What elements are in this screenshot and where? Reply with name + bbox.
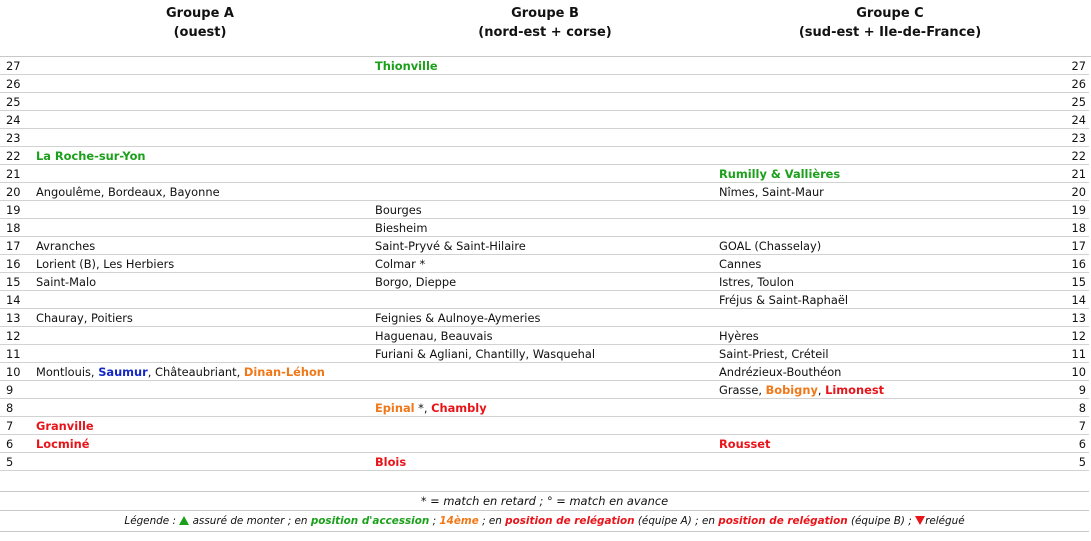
table-row [0, 183, 1089, 201]
group-c-cell [719, 57, 1029, 75]
points-right: 10 [1029, 363, 1089, 381]
team-name: Chambly [431, 400, 487, 415]
group-b-subtitle: (nord-est + corse) [478, 25, 612, 40]
points-right: 7 [1029, 417, 1089, 435]
points-left: 22 [0, 147, 36, 165]
group-c-cell [719, 291, 1029, 309]
table-row [0, 453, 1089, 471]
team-name: Biesheim [375, 220, 428, 235]
team-name: La Roche-sur-Yon [36, 148, 146, 163]
group-a-cell [36, 291, 375, 309]
table-row [0, 309, 1089, 327]
team-name: Bobigny [765, 382, 818, 397]
group-a-cell [36, 147, 375, 165]
points-left: 18 [0, 219, 36, 237]
team-name: Cannes [719, 256, 762, 271]
group-a-cell [36, 219, 375, 237]
team-name: Rousset [719, 436, 771, 451]
group-c-cell [719, 183, 1029, 201]
table-row [0, 363, 1089, 381]
points-right: 8 [1029, 399, 1089, 417]
group-a-cell [36, 165, 375, 183]
team-name: Granville [36, 418, 94, 433]
points-right: 25 [1029, 93, 1089, 111]
points-left: 5 [0, 453, 36, 471]
table-row [0, 273, 1089, 291]
team-name: Colmar * [375, 256, 426, 271]
table-row [0, 165, 1089, 183]
legend-fourteenth: 14ème [439, 515, 479, 527]
table-row [0, 237, 1089, 255]
group-c-subtitle: (sud-est + Ile-de-France) [798, 25, 982, 40]
table-row [0, 93, 1089, 111]
team-name: Saint-Pryvé & Saint-Hilaire [375, 238, 526, 253]
group-b-cell [375, 147, 719, 165]
group-c-cell [719, 327, 1029, 345]
group-c-cell [719, 93, 1029, 111]
points-left: 21 [0, 165, 36, 183]
points-left: 7 [0, 417, 36, 435]
points-left: 8 [0, 399, 36, 417]
points-left: 12 [0, 327, 36, 345]
legend-text-2: ; [429, 515, 440, 527]
team-name: Lorient (B), Les Herbiers [36, 256, 175, 271]
points-right: 24 [1029, 111, 1089, 129]
group-b-cell [375, 345, 719, 363]
legend-text-1: assuré de monter ; en [189, 515, 311, 527]
team-name: Blois [375, 454, 407, 469]
group-a-cell [36, 417, 375, 435]
group-b-cell [375, 309, 719, 327]
table-row [0, 57, 1089, 75]
team-name: Grasse, [719, 382, 766, 397]
group-a-cell [36, 309, 375, 327]
team-name: Limonest [825, 382, 885, 397]
group-b-cell [375, 273, 719, 291]
group-b-cell [375, 363, 719, 381]
group-a-cell [36, 399, 375, 417]
team-name: , Châteaubriant, [147, 364, 244, 379]
group-c-cell [719, 399, 1029, 417]
points-right: 18 [1029, 219, 1089, 237]
team-name: GOAL (Chasselay) [719, 238, 822, 253]
points-right: 27 [1029, 57, 1089, 75]
table-row [0, 75, 1089, 93]
points-left: 27 [0, 57, 36, 75]
table-row [0, 345, 1089, 363]
team-name: Saumur [98, 364, 148, 379]
group-c-cell [719, 345, 1029, 363]
points-left: 15 [0, 273, 36, 291]
group-b-cell [375, 381, 719, 399]
points-left: 10 [0, 363, 36, 381]
group-b-cell [375, 111, 719, 129]
group-c-cell [719, 165, 1029, 183]
group-c-cell [719, 453, 1029, 471]
group-c-cell [719, 417, 1029, 435]
team-name: Furiani & Agliani, Chantilly, Wasquehal [375, 346, 596, 361]
group-b-cell [375, 399, 719, 417]
triangle-up-icon [179, 516, 189, 525]
team-name: Dinan-Léhon [243, 364, 325, 379]
team-name: Haguenau, Beauvais [375, 328, 493, 343]
legend-text-4: (équipe A) ; en [634, 515, 719, 527]
points-right: 21 [1029, 165, 1089, 183]
table-row [0, 147, 1089, 165]
points-left: 6 [0, 435, 36, 453]
group-b-cell [375, 453, 719, 471]
group-b-cell [375, 57, 719, 75]
group-b-cell [375, 165, 719, 183]
triangle-down-icon [915, 516, 925, 525]
points-right: 12 [1029, 327, 1089, 345]
group-a-cell [36, 201, 375, 219]
group-a-cell [36, 453, 375, 471]
legend-label: Légende : [124, 515, 180, 527]
team-name: Istres, Toulon [719, 274, 794, 289]
points-right: 13 [1029, 309, 1089, 327]
group-a-cell [36, 345, 375, 363]
group-a-cell [36, 255, 375, 273]
table-row [0, 291, 1089, 309]
team-name: Thionville [375, 58, 438, 73]
team-name: , [817, 382, 826, 397]
group-b-cell [375, 93, 719, 111]
group-b-cell [375, 201, 719, 219]
group-b-cell [375, 255, 719, 273]
group-b-cell [375, 327, 719, 345]
points-left: 23 [0, 129, 36, 147]
team-name: Saint-Malo [36, 274, 97, 289]
points-left: 14 [0, 291, 36, 309]
group-c-cell [719, 435, 1029, 453]
group-b-cell [375, 129, 719, 147]
team-name: Saint-Priest, Créteil [719, 346, 829, 361]
table-row [0, 399, 1089, 417]
points-right: 20 [1029, 183, 1089, 201]
group-a-cell [36, 237, 375, 255]
points-left: 9 [0, 381, 36, 399]
legend [0, 511, 1089, 532]
points-right: 16 [1029, 255, 1089, 273]
table-row [0, 219, 1089, 237]
legend-relegation-a: position de relégation [505, 515, 635, 527]
points-left: 13 [0, 309, 36, 327]
points-right: 5 [1029, 453, 1089, 471]
group-a-cell [36, 327, 375, 345]
standings-table [0, 57, 1089, 471]
points-right: 14 [1029, 291, 1089, 309]
group-c-cell [719, 201, 1029, 219]
points-right: 9 [1029, 381, 1089, 399]
points-right: 6 [1029, 435, 1089, 453]
legend-relegue: relégué [925, 515, 965, 527]
group-b-title: Groupe B [511, 6, 579, 21]
group-c-cell [719, 129, 1029, 147]
points-left: 11 [0, 345, 36, 363]
group-c-cell [719, 363, 1029, 381]
team-name: Montlouis, [36, 364, 99, 379]
group-a-cell [36, 57, 375, 75]
points-right: 26 [1029, 75, 1089, 93]
legend-text-5: (équipe B) ; [847, 515, 916, 527]
legend-relegation-b: position de relégation [718, 515, 848, 527]
group-c-cell [719, 273, 1029, 291]
group-c-header [760, 4, 1020, 42]
points-left: 19 [0, 201, 36, 219]
group-a-cell [36, 183, 375, 201]
group-a-cell [36, 273, 375, 291]
points-left: 16 [0, 255, 36, 273]
table-row [0, 255, 1089, 273]
group-a-cell [36, 381, 375, 399]
footnote: * = match en retard ; ° = match en avance [0, 491, 1089, 511]
team-name: Borgo, Dieppe [375, 274, 457, 289]
legend-accession: position d'accession [310, 515, 430, 527]
team-name: Epinal [375, 400, 415, 415]
points-left: 24 [0, 111, 36, 129]
group-a-cell [36, 75, 375, 93]
points-left: 20 [0, 183, 36, 201]
group-c-cell [719, 309, 1029, 327]
group-c-cell [719, 111, 1029, 129]
group-b-cell [375, 219, 719, 237]
group-b-cell [375, 417, 719, 435]
group-a-cell [36, 93, 375, 111]
group-a-cell [36, 111, 375, 129]
points-left: 25 [0, 93, 36, 111]
table-row [0, 327, 1089, 345]
team-name: Avranches [36, 238, 96, 253]
team-name: Locminé [36, 436, 90, 451]
group-c-cell [719, 237, 1029, 255]
points-right: 15 [1029, 273, 1089, 291]
table-row [0, 381, 1089, 399]
team-name: Feignies & Aulnoye-Aymeries [375, 310, 541, 325]
points-right: 22 [1029, 147, 1089, 165]
group-a-header [100, 4, 300, 42]
group-a-cell [36, 363, 375, 381]
team-name: Rumilly & Vallières [719, 166, 841, 181]
points-right: 11 [1029, 345, 1089, 363]
group-c-cell [719, 75, 1029, 93]
table-row [0, 417, 1089, 435]
group-a-subtitle: (ouest) [173, 25, 227, 40]
table-row [0, 111, 1089, 129]
group-c-cell [719, 147, 1029, 165]
group-a-title: Groupe A [166, 6, 234, 21]
group-a-cell [36, 435, 375, 453]
group-c-cell [719, 381, 1029, 399]
team-name: Chauray, Poitiers [36, 310, 133, 325]
group-b-cell [375, 435, 719, 453]
group-a-cell [36, 129, 375, 147]
team-name: Angoulême, Bordeaux, Bayonne [36, 184, 220, 199]
team-name: *, [414, 400, 432, 415]
team-name: Bourges [375, 202, 422, 217]
points-right: 17 [1029, 237, 1089, 255]
group-b-header [445, 4, 645, 42]
points-left: 17 [0, 237, 36, 255]
group-b-cell [375, 183, 719, 201]
group-b-cell [375, 291, 719, 309]
points-right: 19 [1029, 201, 1089, 219]
team-name: Nîmes, Saint-Maur [719, 184, 824, 199]
group-b-cell [375, 237, 719, 255]
table-row [0, 435, 1089, 453]
points-left: 26 [0, 75, 36, 93]
group-c-cell [719, 255, 1029, 273]
header [0, 0, 1091, 57]
legend-text-3: ; en [478, 515, 506, 527]
team-name: Fréjus & Saint-Raphaël [719, 292, 849, 307]
points-right: 23 [1029, 129, 1089, 147]
table-row [0, 201, 1089, 219]
team-name: Andrézieux-Bouthéon [719, 364, 842, 379]
group-b-cell [375, 75, 719, 93]
table-row [0, 129, 1089, 147]
team-name: Hyères [719, 328, 759, 343]
group-c-cell [719, 219, 1029, 237]
group-c-title: Groupe C [856, 6, 924, 21]
